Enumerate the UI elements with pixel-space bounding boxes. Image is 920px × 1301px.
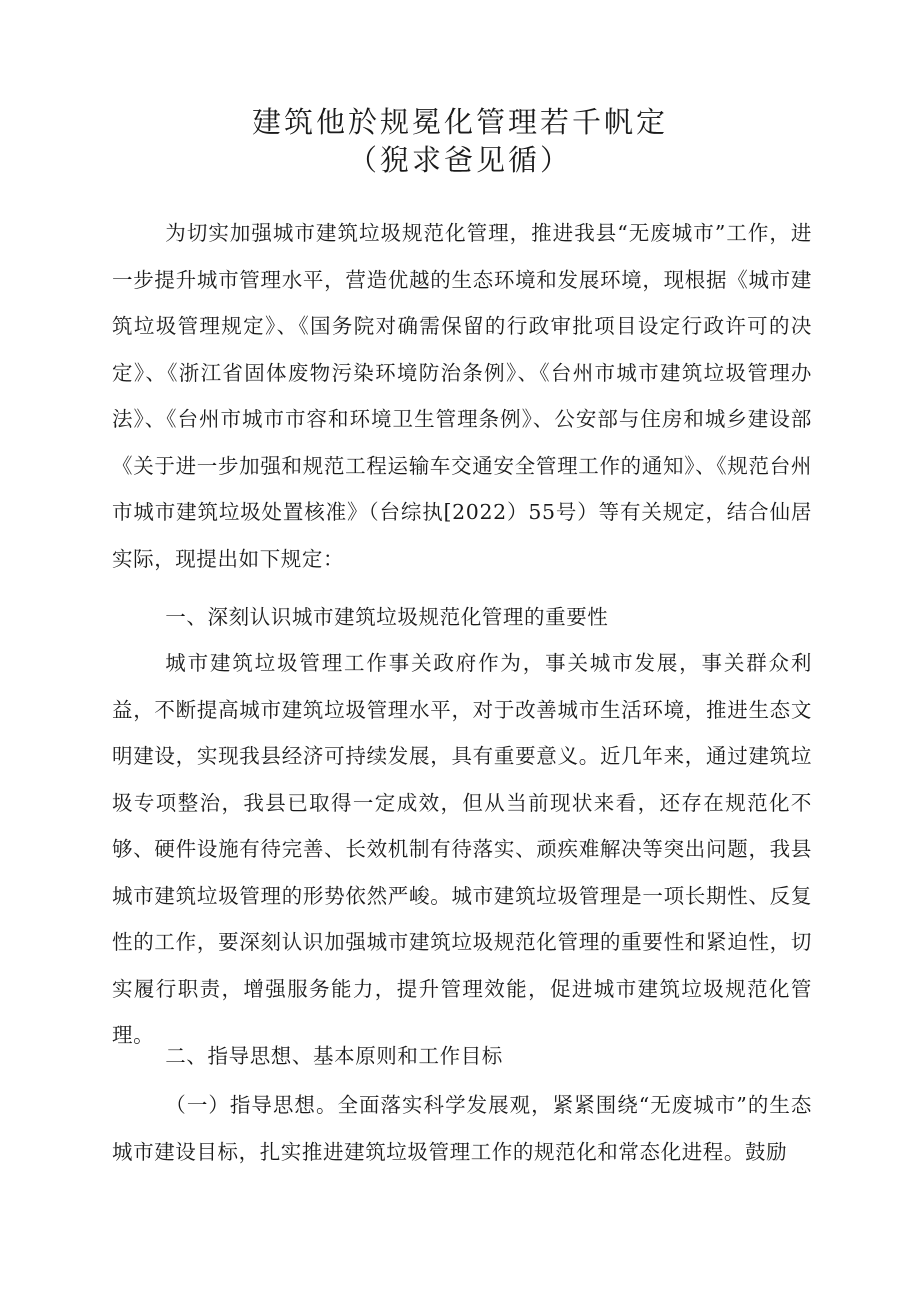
document-title: 建筑他於规冕化管理若千帆定 xyxy=(251,105,668,139)
document-subtitle: （猊求爸见循） xyxy=(347,143,572,177)
intro-paragraph: 为切实加强城市建筑垃圾规范化管理，推进我县“无废城市”工作，进一步提升城市管理水平，营造优越的生态环境和发展环境，现根据《城市建筑垃圾管理规定》、《国务院对确需保留的行政审批项目设定行政许可的决定》、《浙江省固体废物污染环境防治条例》、《台州市城市建筑垃圾管理办法》、《台州市城市市容和环境卫生管理条例》、公安部与住房和城乡建设部《关于进一步加强和规范工程运输车交通安全管理工作的通知》、《规范台州市城市建筑垃圾处置核准》（台综执[2022）55号）等有关规定，结合仙居实际，现提出如下规定： xyxy=(112,221,812,571)
section-1-paragraph: 城市建筑垃圾管理工作事关政府作为，事关城市发展，事关群众利益，不断提高城市建筑垃圾管理水平，对于改善城市生活环境，推进生态文明建设，实现我县经济可持续发展，具有重要意义。近几年来，通过建筑垃圾专项整治，我县已取得一定成效，但从当前现状来看，还存在规范化不够、硬件设施有待完善、长效机制有待落实、顽疾难解决等突出问题，我县城市建筑垃圾管理的形势依然严峻。城市建筑垃圾管理是一项长期性、反复性的工作，要深刻认识加强城市建筑垃圾规范化管理的重要性和紧迫性，切实履行职责，增强服务能力，提升管理效能，促进城市建筑垃圾规范化管理。 xyxy=(112,651,812,1047)
section-heading-1: 一、深刻认识城市建筑垃圾规范化管理的重要性 xyxy=(165,605,609,629)
section-2-paragraph: （一）指导思想。全面落实科学发展观，紧紧围绕“无废城市”的生态城市建设目标，扎实推进建筑垃圾管理工作的规范化和常态化进程。鼓励 xyxy=(112,1093,812,1164)
section-heading-2: 二、指导思想、基本原则和工作目标 xyxy=(165,1044,503,1068)
